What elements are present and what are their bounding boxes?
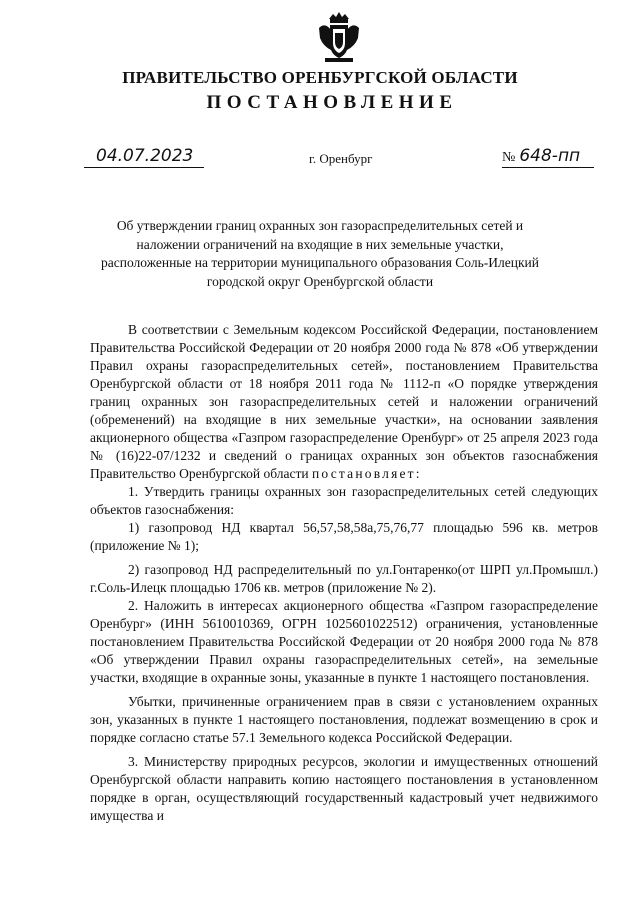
coat-of-arms-emblem [317, 10, 361, 64]
government-name: ПРАВИТЕЛЬСТВО ОРЕНБУРГСКОЙ ОБЛАСТИ [122, 68, 518, 87]
paragraph-losses: Убытки, причиненные ограничением прав в связи с установлением охранных зон, указанных в пункте 1 настоящего постановления, подлежат возмещению в срок и порядке согласно статье 57.1 Земельного кодекса Российской Федерации. [90, 694, 598, 745]
document-body [90, 321, 598, 825]
document-type-title: ПОСТАНОВЛЕНИЕ [206, 92, 458, 113]
paragraph-item-1: 1. Утвердить границы охранных зон газораспределительных сетей следующих объектов газоснабжения: [90, 484, 598, 517]
document-number [502, 146, 594, 168]
paragraph-item-1-2: 2) газопровод НД распределительный по ул.Гонтаренко(от ШРП ул.Промышл.) г.Соль-Илецк площадью 1706 кв. метров (приложение № 2). [90, 562, 598, 595]
document-city: г. Оренбург [309, 151, 373, 166]
paragraph-item-3: 3. Министерству природных ресурсов, экологии и имущественных отношений Оренбургской области направить копию настоящего постановления в установленном порядке в орган, осуществляющий государственный кадастровый учет недвижимого имущества и [90, 754, 598, 823]
number-value: 648-пп [519, 146, 581, 166]
intro-verb: постановляет: [312, 466, 422, 481]
document-date [84, 146, 204, 168]
number-prefix: № [502, 150, 516, 165]
document-date-value: 04.07.2023 [96, 146, 194, 166]
document-subject: Об утверждении границ охранных зон газораспределительных сетей и наложении ограничений на входящие в них земельные участки, расположенные на территории муниципального образования Соль-Илецкий городской округ Оренбургской области [101, 218, 539, 289]
paragraph-item-2: 2. Наложить в интересах акционерного общества «Газпром газораспределение Оренбург» (ИНН 5610010369, ОГРН 1025601022512) ограничения, установленные постановлением Правительства Российской Федерации от 20 ноября 2000 года № 878 «Об утверждении Правил охраны газораспределительных сетей», на земельные участки, входящие в охранные зоны, указанные в пункте 1 настоящего постановления. [90, 598, 598, 685]
paragraph-item-1-1: 1) газопровод НД квартал 56,57,58,58а,75,76,77 площадью 596 кв. метров (приложение № 1); [90, 520, 598, 553]
paragraph-intro [90, 321, 598, 483]
intro-text: В соответствии с Земельным кодексом Российской Федерации, постановлением Правительства Российской Федерации от 20 ноября 2000 года № 878 «Об утверждении Правил охраны газораспределительных сетей», постановлением Правительства Оренбургской области от 18 ноября 2011 года № 1112-п «О порядке утверждения границ охранных зон газораспределительных сетей и наложении ограничений (обременений) на входящие в них земельные участки», на основании заявления акционерного общества «Газпром газораспределение Оренбург» от 25 апреля 2023 года № (16)22-07/1232 и сведений о границах охранных зон объектов газоснабжения Правительство Оренбургской области [90, 322, 598, 481]
